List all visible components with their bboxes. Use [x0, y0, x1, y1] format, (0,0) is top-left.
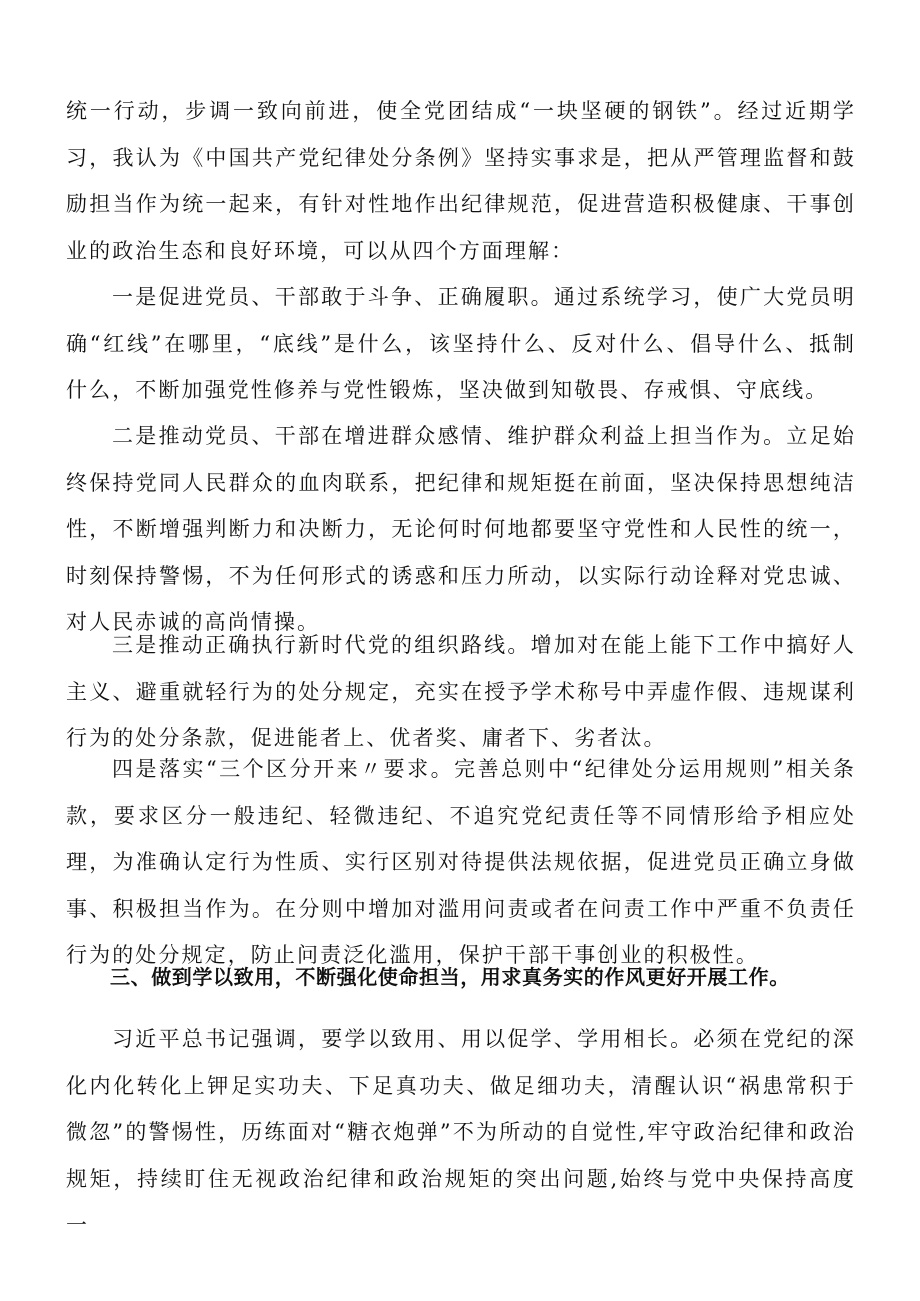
paragraph-point-one: 一是促进党员、干部敢于斗争、正确履职。通过系统学习，使广大党员明确“红线”在哪里，“底线”是什么，该坚持什么、反对什么、倡导什么、抵制什么，不断加强党性修养与党性锻炼，坚决做到知敬畏、存戒惧、守底线。	[66, 285, 856, 402]
paragraph-intro: 统一行动，步调一致向前进，使全党团结成“一块坚硬的钢铁”。经过近期学习，我认为《中国共产党纪律处分条例》坚持实事求是，把从严管理监督和鼓励担当作为统一起来，有针对性地作出纪律规范，促进营造积极健康、干事创业的政治生态和良好环境，可以从四个方面理解：	[66, 99, 856, 263]
section-heading: 三、做到学以致用，不断强化使命担当，用求真务实的作风更好开展工作。	[110, 965, 790, 989]
paragraph-closing: 习近平总书记强调，要学以致用、用以促学、学用相长。必须在党纪的深化内化转化上钾足实功夫、下足真功夫、做足细功夫，清醒认识“祸患常积于微忽”的警惕性，历练面对“糖衣炮弹”不为所动的自觉性,牢守政治纪律和政治规矩，持续盯住无视政治纪律和政治规矩的突出问题,始终与党中央保持高度一	[66, 1027, 856, 1237]
paragraph-point-four: 四是落实“三个区分开来〃要求。完善总则中“纪律处分运用规则”相关条款，要求区分一般违纪、轻微违纪、不追究党纪责任等不同情形给予相应处理，为准确认定行为性质、实行区别对待提供法规依据，促进党员正确立身做事、积极担当作为。在分则中增加对滥用问责或者在问责工作中严重不负责任行为的处分规定，防止问责泛化滥用，保护干部干事创业的积极性。	[66, 757, 856, 967]
paragraph-point-three: 三是推动正确执行新时代党的组织路线。增加对在能上能下工作中搞好人主义、避重就轻行为的处分规定，充实在授予学术称号中弄虚作假、违规谋利行为的处分条款，促进能者上、优者奖、庸者下、劣者汰。	[66, 633, 856, 750]
paragraph-point-two: 二是推动党员、干部在增进群众感情、维护群众利益上担当作为。立足始终保持党同人民群众的血肉联系，把纪律和规矩挺在前面，坚决保持思想纯洁性，不断增强判断力和决断力，无论何时何地都要坚守党性和人民性的统一，时刻保持警惕，不为任何形式的诱惑和压力所动，以实际行动诠释对党忠诚、对人民赤诚的高尚情操。	[66, 424, 856, 634]
